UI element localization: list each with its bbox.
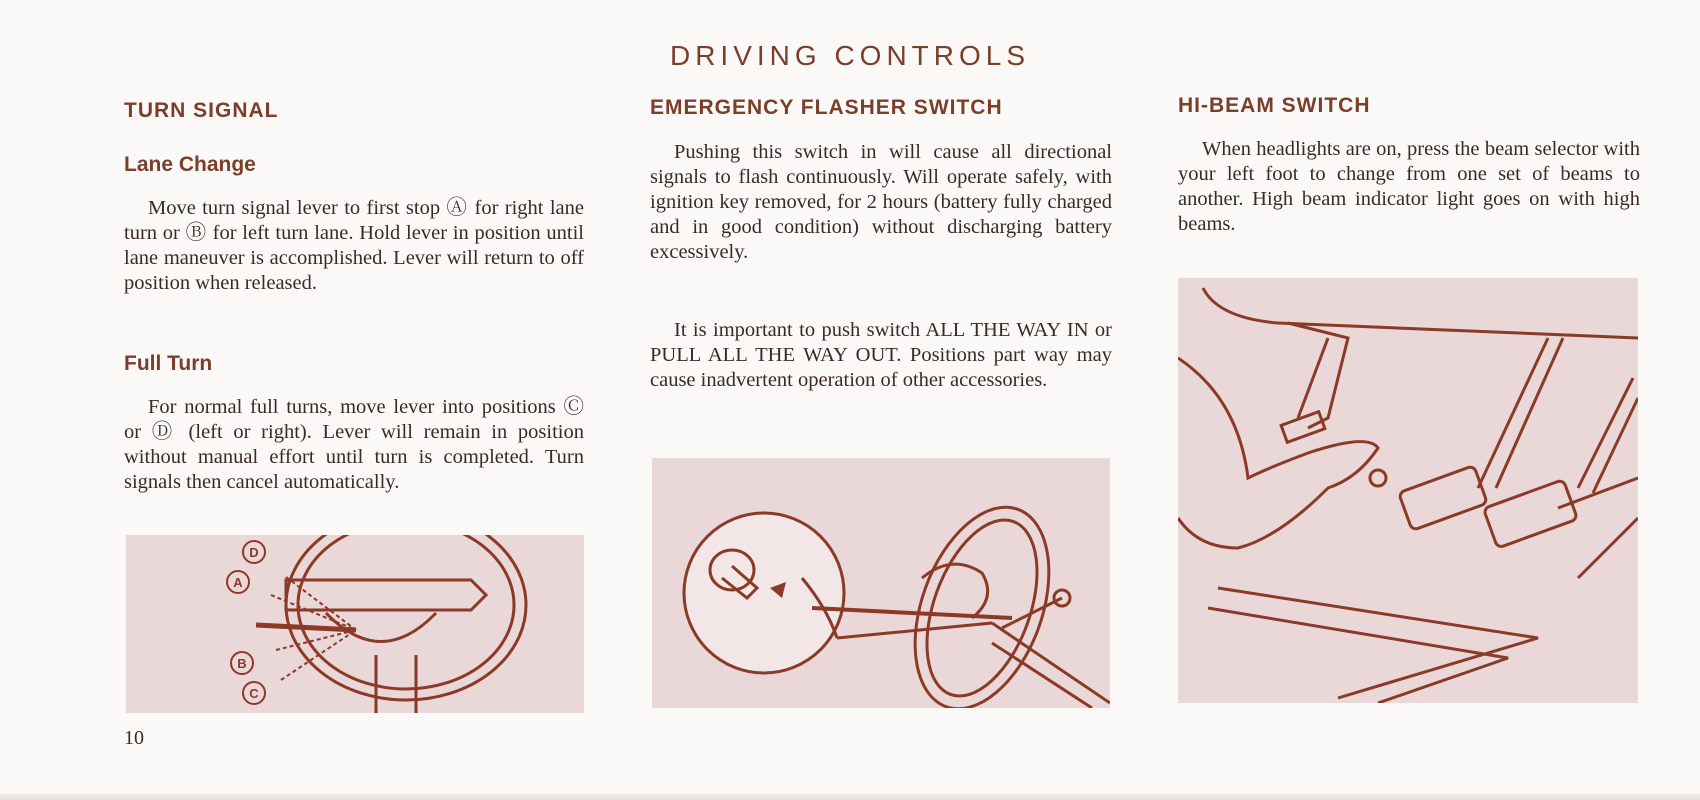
lane-change-text: Move turn signal lever to first stop Ⓐ for right lane turn or Ⓑ for left turn lane. Hold lever in position until lane maneuver is accomplished. Lever will return to off position when released. <box>124 197 584 294</box>
position-d-marker <box>240 538 268 566</box>
page-bottom-edge <box>0 794 1700 800</box>
hi-beam-heading: HI-BEAM SWITCH <box>1178 94 1371 117</box>
flasher-switch-illustration <box>652 458 1110 708</box>
lane-change-heading: Lane Change <box>124 153 256 176</box>
position-b-marker <box>228 649 256 677</box>
steering-column-flasher-drawing <box>652 458 1110 708</box>
emergency-flasher-heading: EMERGENCY FLASHER SWITCH <box>650 96 1003 119</box>
steering-wheel-lever-drawing <box>126 535 584 713</box>
hi-beam-illustration <box>1178 278 1638 703</box>
turn-signal-illustration <box>126 535 584 713</box>
position-c-label: C <box>249 686 259 701</box>
pedals-foot-drawing <box>1178 278 1638 703</box>
hi-beam-text: When headlights are on, press the beam selector with your left foot to change from one set of beams to another. High beam indicator light goes on with high beams. <box>1178 138 1640 235</box>
position-a-marker <box>224 568 252 596</box>
position-a-label: A <box>233 575 243 590</box>
full-turn-heading: Full Turn <box>124 352 213 375</box>
page-title: DRIVING CONTROLS <box>669 40 1031 71</box>
turn-signal-heading: TURN SIGNAL <box>124 99 279 122</box>
position-c-marker <box>240 679 268 707</box>
emergency-flasher-paragraph-1: Pushing this switch in will cause all directional signals to flash continuously. Will operate safely, with ignition key removed, for 2 hours (battery fully charged and in good condition) without discharging battery excessively. <box>650 141 1112 263</box>
page-number: 10 <box>124 727 144 749</box>
full-turn-text: For normal full turns, move lever into positions Ⓒ or Ⓓ (left or right). Lever will remain in position without manual effort until turn is completed. Turn signals then cancel automatically. <box>124 396 584 493</box>
position-d-label: D <box>249 545 259 560</box>
position-b-label: B <box>237 656 247 671</box>
emergency-flasher-paragraph-2: It is important to push switch ALL THE WAY IN or PULL ALL THE WAY OUT. Positions part way may cause inadvertent operation of other accessories. <box>650 319 1112 391</box>
